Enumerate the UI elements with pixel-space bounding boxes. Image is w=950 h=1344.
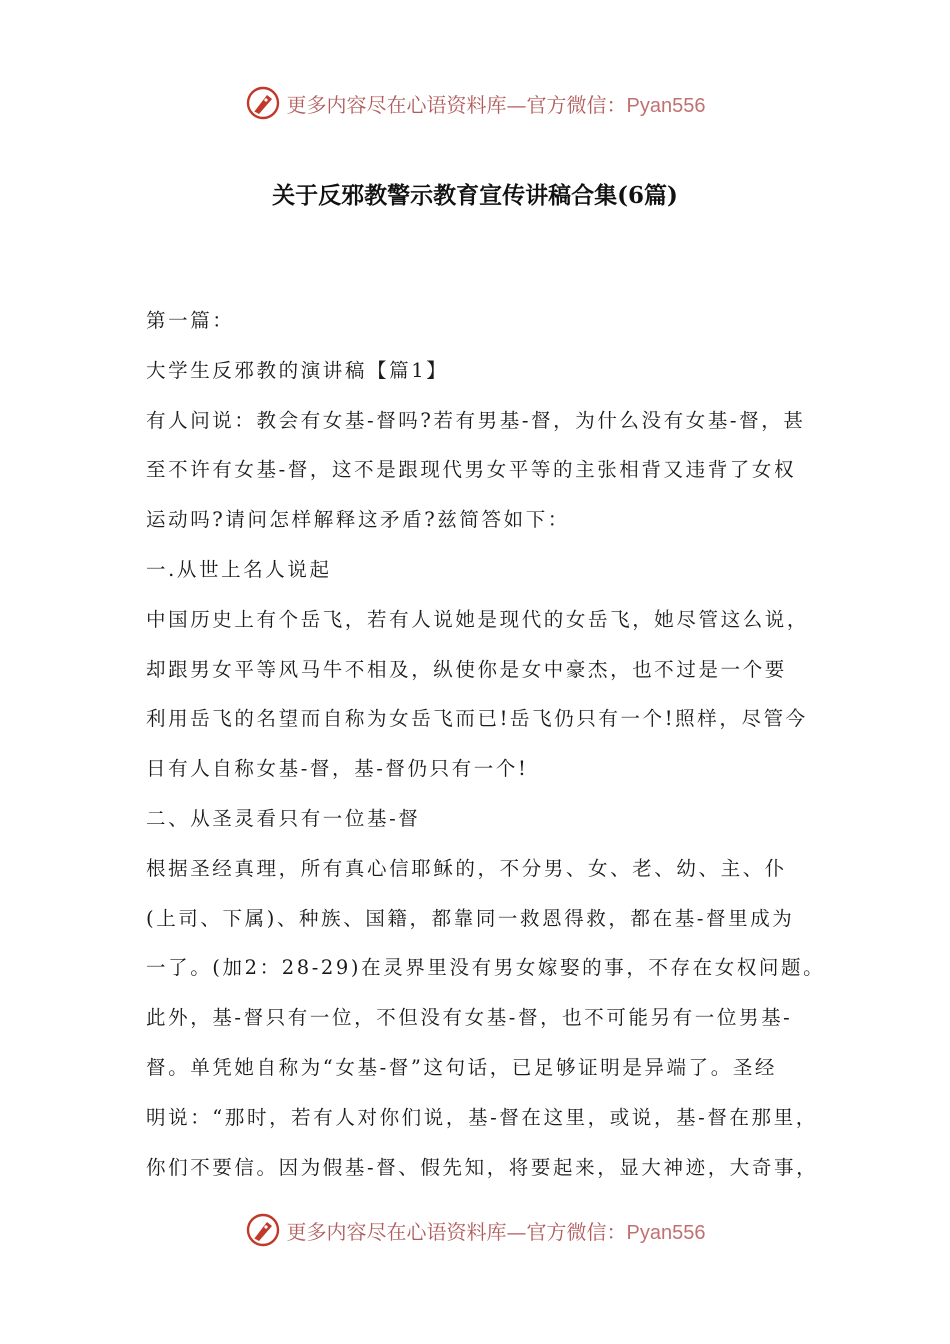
header-banner-text <box>287 89 706 118</box>
subheading: 一.从世上名人说起 <box>146 557 332 581</box>
paragraph-line: (上司、下属)、种族、国籍，都靠同一救恩得救，都在基-督里成为 <box>146 906 795 930</box>
header-banner-label: 更多内容尽在心语资料库—官方微信： <box>286 92 627 117</box>
paragraph-line: 运动吗?请问怎样解释这矛盾?兹简答如下： <box>146 508 570 532</box>
document-body <box>146 296 826 1192</box>
paragraph-line: 至不许有女基-督，这不是跟现代男女平等的主张相背又违背了女权 <box>146 458 797 482</box>
paragraph-line: 根据圣经真理，所有真心信耶稣的，不分男、女、老、幼、主、仆 <box>146 856 787 880</box>
subheading: 二、从圣灵看只有一位基-督 <box>146 806 421 830</box>
header-banner <box>0 83 950 123</box>
footer-banner-text <box>287 1216 706 1245</box>
header-wechat-id: Pyan556 <box>626 94 706 117</box>
footer-banner-label: 更多内容尽在心语资料库—官方微信： <box>286 1219 627 1244</box>
footer-banner <box>0 1210 950 1250</box>
speech-heading: 大学生反邪教的演讲稿【篇1】 <box>146 358 449 382</box>
paragraph-line: 却跟男女平等风马牛不相及，纵使你是女中豪杰，也不过是一个要 <box>146 657 787 681</box>
paragraph-line: 利用岳飞的名望而自称为女岳飞而已!岳飞仍只有一个!照样，尽管今 <box>146 707 808 731</box>
paragraph-line: 你们不要信。因为假基-督、假先知，将要起来，显大神迹，大奇事， <box>146 1155 819 1179</box>
section-heading: 第一篇： <box>146 309 235 332</box>
paragraph-line: 中国历史上有个岳飞，若有人说她是现代的女岳飞，她尽管这么说， <box>146 607 810 631</box>
pen-nib-logo-icon <box>245 85 281 121</box>
footer-wechat-id: Pyan556 <box>626 1221 706 1244</box>
paragraph-line: 督。单凭她自称为“女基-督”这句话，已足够证明是异端了。圣经 <box>146 1055 778 1079</box>
paragraph-line: 日有人自称女基-督，基-督仍只有一个! <box>146 757 529 781</box>
document-title: 关于反邪教警示教育宣传讲稿合集(6篇) <box>272 182 678 209</box>
paragraph-line: 有人问说：教会有女基-督吗?若有男基-督，为什么没有女基-督，甚 <box>146 408 806 432</box>
pen-nib-logo-icon <box>245 1212 281 1248</box>
paragraph-line: 此外，基-督只有一位，不但没有女基-督，也不可能另有一位男基- <box>146 1006 793 1030</box>
paragraph-line: 一了。(加2：28-29)在灵界里没有男女嫁娶的事，不存在女权问题。 <box>146 956 826 980</box>
paragraph-line: 明说：“那时，若有人对你们说，基-督在这里，或说，基-督在那里， <box>146 1105 818 1129</box>
